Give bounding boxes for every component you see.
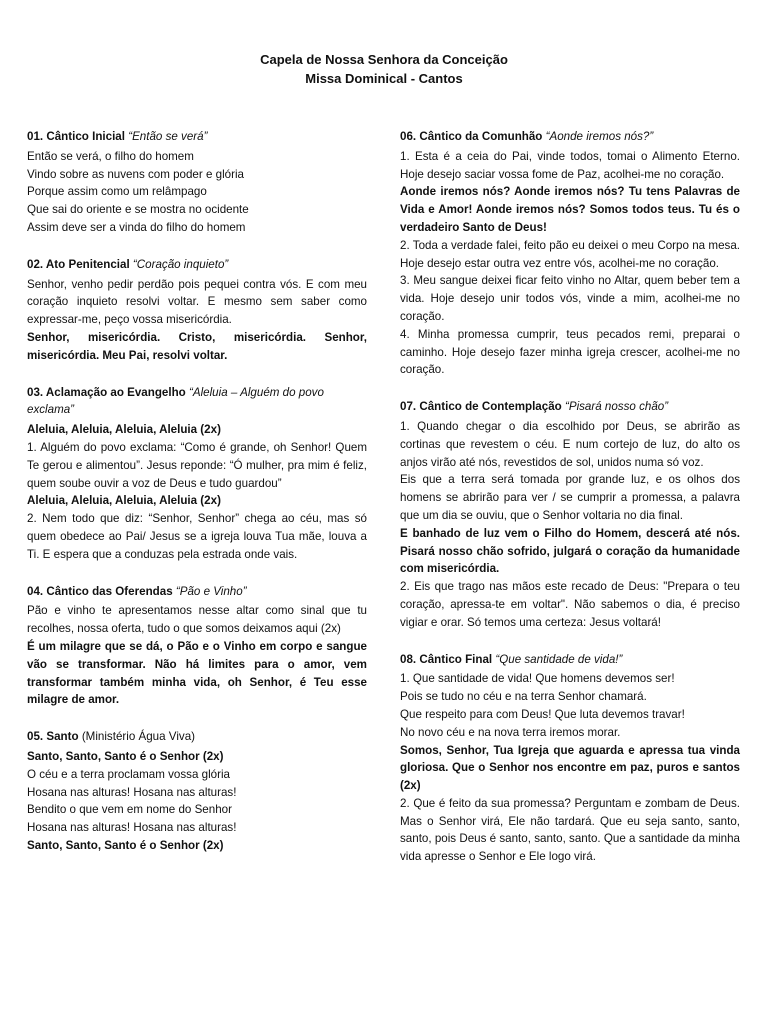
- song-name: Cântico de Contemplação: [419, 400, 562, 414]
- song-title: [400, 398, 740, 416]
- document-title: Capela de Nossa Senhora da Conceição: [260, 52, 508, 67]
- verse-line: 2. Eis que trago nas mãos este recado de Deus: "Prepara o teu coração, apressa-te em voltar". Não sabemos o dia, é preciso vigiar e orar. Só temos uma certeza: Jesus voltará!: [400, 580, 740, 629]
- song-title: [27, 384, 367, 420]
- verse-line: 3. Meu sangue deixei ficar feito vinho no Altar, quem beber tem a vida. Hoje desejo unir todos vós, vinde a mim, acolhei-me no coração.: [400, 274, 740, 323]
- refrain-line: Santo, Santo, Santo é o Senhor (2x): [27, 838, 224, 852]
- refrain-line: É um milagre que se dá, o Pão e o Vinho em corpo e sangue vão se transformar. Não há limites para o amor, vem transformar também minha vida, oh Senhor, é Teu esse milagre de amor.: [27, 639, 367, 707]
- verse-line: Que respeito para com Deus! Que luta devemos travar!: [400, 707, 685, 721]
- verse-line: 2. Que é feito da sua promessa? Perguntam e zombam de Deus. Mas o Senhor virá, Ele não tardará. Que eu seja santo, santo, santo, pois Deus é santo, santo, santo. Que a santidade da minha vida apresse o Senhor e Ele logo virá.: [400, 796, 740, 864]
- song-title: [27, 583, 367, 601]
- verse-line: Porque assim como um relâmpago: [27, 185, 207, 199]
- song-number: 06.: [400, 130, 417, 143]
- refrain-line: Senhor, misericórdia. Cristo, misericórdia. Senhor, misericórdia. Meu Pai, resolvi voltar.: [27, 330, 367, 362]
- verse-line: Assim deve ser a vinda do filho do homem: [27, 220, 246, 234]
- song-subtitle: “Então se verá”: [128, 130, 208, 143]
- song-title: [400, 128, 740, 146]
- verse-line: Pão e vinho te apresentamos nesse altar como sinal que tu recolhes, nossa oferta, tudo o que somos deixamos aqui (2x): [27, 604, 367, 636]
- refrain-line: Aleluia, Aleluia, Aleluia, Aleluia (2x): [27, 494, 221, 508]
- verse-line: 1. Que santidade de vida! Que homens devemos ser!: [400, 672, 675, 686]
- verse-line: 1. Esta é a ceia do Pai, vinde todos, tomai o Alimento Eterno. Hoje desejo saciar vossa fome de Paz, acolhei-me no coração.: [400, 149, 740, 181]
- verse-line: O céu e a terra proclamam vossa glória: [27, 767, 230, 781]
- song-number: 08.: [400, 652, 417, 666]
- verse-line: Hosana nas alturas! Hosana nas alturas!: [27, 785, 237, 799]
- song-name: Cântico Final: [419, 652, 493, 666]
- verse-line: Bendito o que vem em nome do Senhor: [27, 803, 232, 817]
- song-number: 02.: [27, 257, 44, 271]
- verse-line: No novo céu e na nova terra iremos morar.: [400, 725, 621, 739]
- song-subtitle: (Ministério Água Viva): [81, 730, 196, 744]
- song-name: Cântico da Comunhão: [419, 130, 543, 143]
- song-section: [27, 583, 367, 710]
- song-number: 01.: [27, 130, 44, 143]
- refrain-line: Aonde iremos nós? Aonde iremos nós? Tu tens Palavras de Vida e Amor! Aonde iremos nós? Somos todos teus. Tu és o verdadeiro Santo de Deus!: [400, 185, 740, 234]
- song-name: Ato Penitencial: [45, 257, 130, 271]
- song-title: [27, 256, 367, 274]
- song-title: [27, 128, 367, 146]
- verse-line: Então se verá, o filho do homem: [27, 149, 194, 163]
- song-subtitle: “Pão e Vinho”: [175, 584, 247, 598]
- verse-line: 4. Minha promessa cumprir, teus pecados remi, preparai o caminho. Hoje desejo fazer minha igreja crescer, acolhei-me no coração.: [400, 327, 740, 377]
- verse-line: 1. Alguém do povo exclama: “Como é grande, oh Senhor! Quem Te gerou e alimentou”. Jesus reponde: “Ó mulher, pra mim é feliz, quem soube ouvir a voz de Deus e tudo guardou”: [27, 440, 367, 490]
- verse-line: Pois se tudo no céu e na terra Senhor chamará.: [400, 690, 647, 704]
- refrain-line: E banhado de luz vem o Filho do Homem, descerá até nós. Pisará nosso chão sofrido, julgará o coração da humanidade com misericórdia.: [400, 526, 740, 576]
- song-name: Aclamação ao Evangelho: [45, 385, 186, 399]
- song-number: 07.: [400, 400, 417, 414]
- song-subtitle: “Pisará nosso chão”: [564, 400, 669, 414]
- document-subtitle: Missa Dominical - Cantos: [305, 71, 463, 86]
- song-title: [400, 651, 740, 669]
- song-section: [27, 384, 367, 564]
- verse-line: 1. Quando chegar o dia escolhido por Deus, se abrirão as cortinas que revestem o céu. E num cortejo de luz, do alto os anjos virão até nós, revestidos de sol, unidos numa só voz.: [400, 419, 740, 469]
- song-subtitle: “Coração inquieto”: [132, 257, 229, 271]
- song-subtitle: “Que santidade de vida!”: [495, 652, 623, 666]
- song-section: [27, 128, 367, 237]
- song-number: 04.: [27, 584, 44, 598]
- left-column: [27, 128, 367, 874]
- right-column: [400, 128, 740, 885]
- verse-line: 2. Nem todo que diz: “Senhor, Senhor” chega ao céu, mas só quem obedece ao Pai/ Jesus se a igreja louva Tua mãe, louva a Ti. E espera que a conduzas pela estrada onde vais.: [27, 512, 367, 561]
- verse-line: Vindo sobre as nuvens com poder e glória: [27, 167, 244, 181]
- song-number: 05.: [27, 730, 44, 744]
- verse-line: Eis que a terra será tomada por grande luz, e os olhos dos homens se abrirão para ver / se cumprir a promessa, a palavra que um dia se ouviu, que o Senhor voltaria no dia final.: [400, 473, 740, 522]
- refrain-line: Somos, Senhor, Tua Igreja que aguarda e apressa tua vinda gloriosa. Que o Senhor nos encontre em paz, puros e santos (2x): [400, 743, 740, 793]
- song-title: [27, 728, 367, 746]
- document-header: [0, 50, 768, 88]
- song-section: [27, 728, 367, 855]
- song-section: [400, 398, 740, 631]
- verse-line: Que sai do oriente e se mostra no ocidente: [27, 203, 249, 217]
- refrain-line: Santo, Santo, Santo é o Senhor (2x): [27, 749, 224, 763]
- song-subtitle: “Aonde iremos nós?”: [545, 130, 654, 143]
- song-section: [400, 128, 740, 379]
- song-name: Santo: [46, 730, 79, 744]
- song-section: [400, 651, 740, 867]
- refrain-line: Aleluia, Aleluia, Aleluia, Aleluia (2x): [27, 423, 221, 437]
- song-subtitle: “Aleluia – Alguém do povo exclama”: [27, 385, 324, 417]
- song-name: Cântico Inicial: [46, 130, 125, 143]
- song-section: [27, 256, 367, 365]
- verse-line: 2. Toda a verdade falei, feito pão eu deixei o meu Corpo na mesa. Hoje desejo estar outra vez entre vós, acolhei-me no coração.: [400, 238, 740, 270]
- song-number: 03.: [27, 385, 44, 399]
- verse-line: Hosana nas alturas! Hosana nas alturas!: [27, 821, 237, 835]
- song-name: Cântico das Oferendas: [46, 584, 173, 598]
- verse-line: Senhor, venho pedir perdão pois pequei contra vós. E com meu coração inquieto resolvi voltar. E mesmo sem saber como expressar-me, peço vossa misericórdia.: [27, 277, 367, 327]
